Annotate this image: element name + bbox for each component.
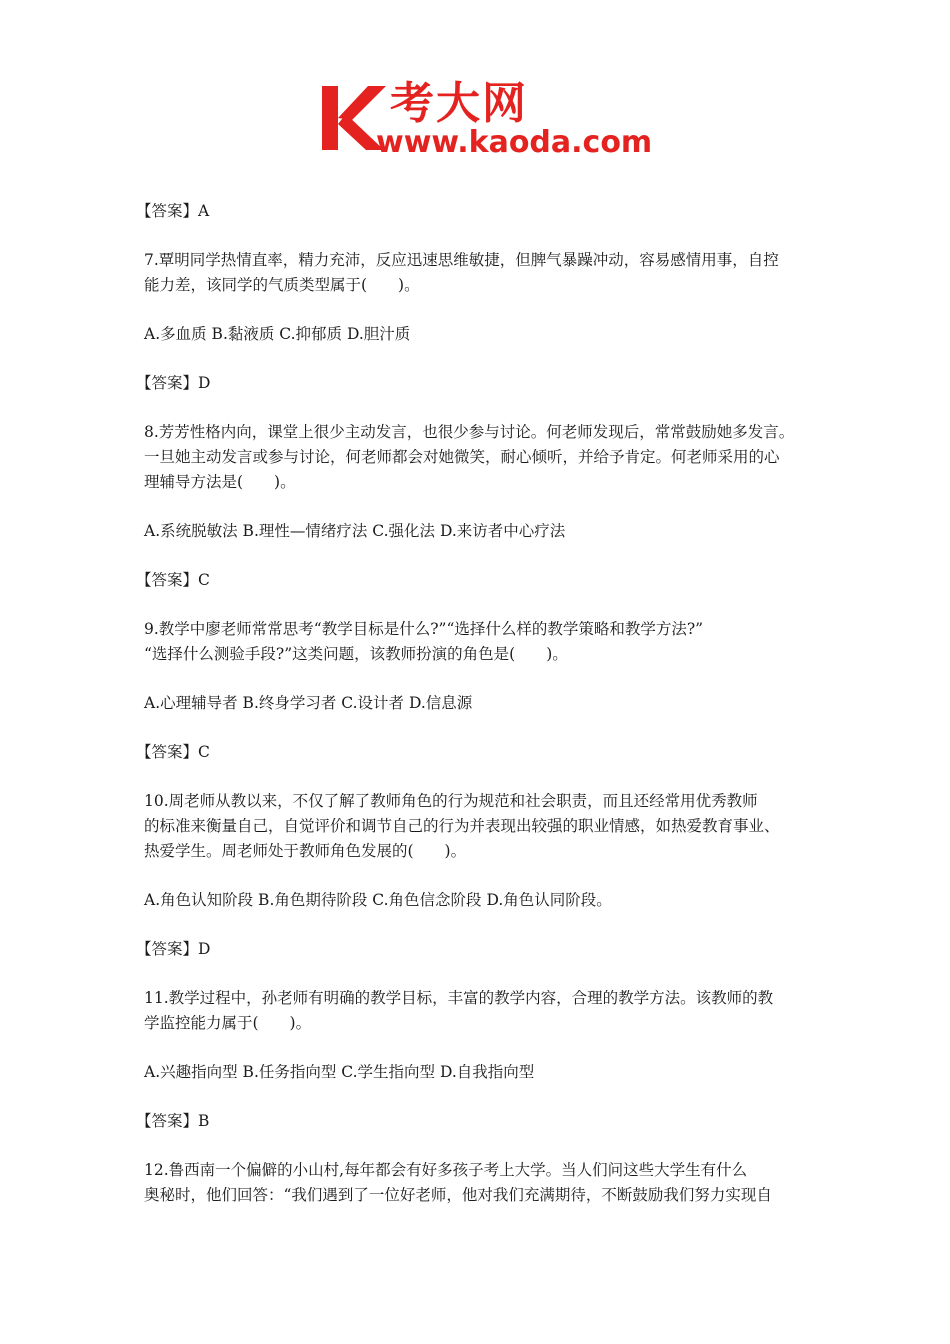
answer-line: 【答案】A xyxy=(136,202,210,220)
question-line: 一旦她主动发言或参与讨论，何老师都会对她微笑，耐心倾听，并给予肯定。何老师采用的心 xyxy=(144,448,780,466)
answer-line: 【答案】C xyxy=(136,571,210,589)
question-line: 9.教学中廖老师常常思考“教学目标是什么?”“选择什么样的教学策略和教学方法?” xyxy=(144,620,704,638)
logo-title: 考大网 xyxy=(390,78,528,129)
answer-line: 【答案】D xyxy=(136,374,211,392)
question-10 xyxy=(144,789,824,864)
options-line: A.兴趣指向型 B.任务指向型 C.学生指向型 D.自我指向型 xyxy=(144,1063,535,1081)
answer-line: 【答案】D xyxy=(136,940,211,958)
question-line: 8.芳芳性格内向，课堂上很少主动发言，也很少参与讨论。何老师发现后，常常鼓励她多发言。 xyxy=(144,423,795,441)
options-line: A.角色认知阶段 B.角色期待阶段 C.角色信念阶段 D.角色认同阶段。 xyxy=(144,891,612,909)
question-line: 7.覃明同学热情直率，精力充沛，反应迅速思维敏捷，但脾气暴躁冲动，容易感情用事，自控 xyxy=(144,251,779,269)
question-line: 12.鲁西南一个偏僻的小山村,每年都会有好多孩子考上大学。当人们问这些大学生有什么 xyxy=(144,1161,748,1179)
options-line: A.系统脱敏法 B.理性—情绪疗法 C.强化法 D.来访者中心疗法 xyxy=(144,522,566,540)
question-11 xyxy=(144,986,824,1036)
question-line: “选择什么测验手段?”这类问题，该教师扮演的角色是( )。 xyxy=(144,645,568,663)
question-line: 10.周老师从教以来，不仅了解了教师角色的行为规范和社会职责，而且还经常用优秀教师 xyxy=(144,792,758,810)
question-8 xyxy=(144,420,824,495)
question-7 xyxy=(144,248,824,298)
question-line: 热爱学生。周老师处于教师角色发展的( )。 xyxy=(144,842,467,860)
question-line: 能力差，该同学的气质类型属于( )。 xyxy=(144,276,420,294)
answer-line: 【答案】B xyxy=(136,1112,210,1130)
logo-url: www.kaoda.com xyxy=(376,125,653,160)
question-12 xyxy=(144,1158,824,1208)
question-line: 的标准来衡量自己，自觉评价和调节自己的行为并表现出较强的职业情感，如热爱教育事业、 xyxy=(144,817,780,835)
question-line: 学监控能力属于( )。 xyxy=(144,1014,312,1032)
options-line: A.多血质 B.黏液质 C.抑郁质 D.胆汁质 xyxy=(144,325,411,343)
question-line: 理辅导方法是( )。 xyxy=(144,473,296,491)
question-line: 11.教学过程中，孙老师有明确的教学目标，丰富的教学内容，合理的教学方法。该教师的教 xyxy=(144,989,774,1007)
options-line: A.心理辅导者 B.终身学习者 C.设计者 D.信息源 xyxy=(144,694,473,712)
question-9 xyxy=(144,617,824,667)
document-body xyxy=(136,199,824,1232)
answer-line: 【答案】C xyxy=(136,743,210,761)
question-line: 奥秘时，他们回答：“我们遇到了一位好老师，他对我们充满期待，不断鼓励我们努力实现自 xyxy=(144,1186,772,1204)
kaoda-logo xyxy=(318,78,653,160)
